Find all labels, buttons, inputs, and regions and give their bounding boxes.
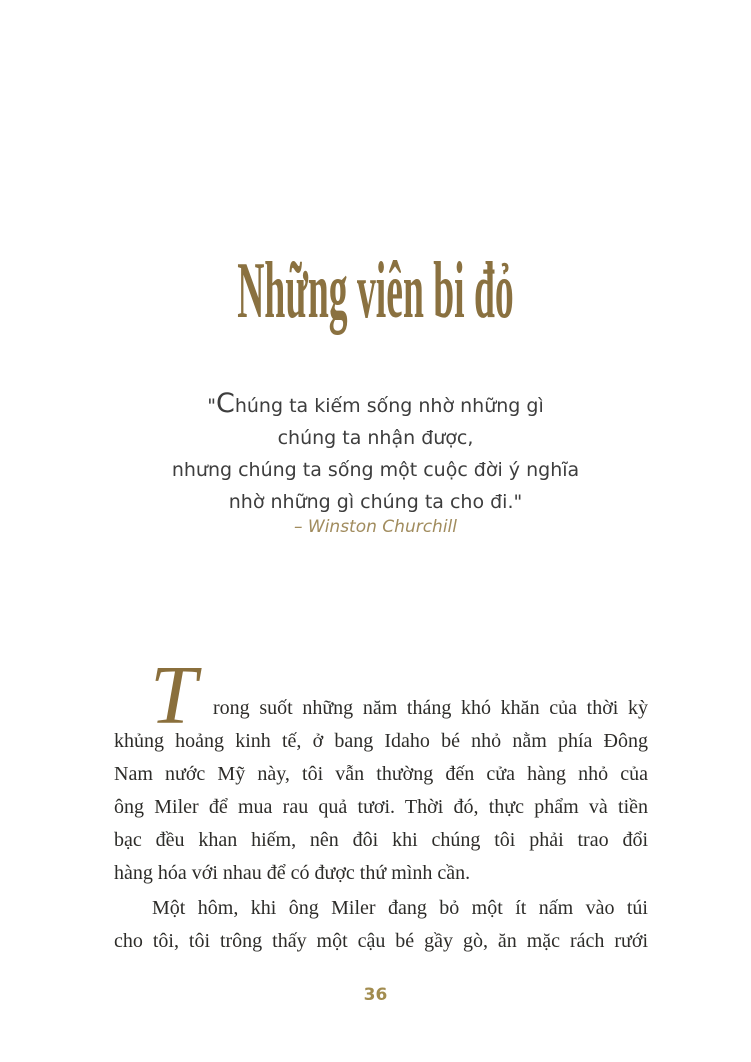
body-line: hàng hóa với nhau để có được thứ mình cần. <box>114 862 471 884</box>
body-line: khủng hoảng kinh tế, ở bang Idaho bé nhỏ nằm phía Đông <box>114 730 648 752</box>
open-quote-mark: " <box>207 395 216 417</box>
paragraph <box>114 649 648 890</box>
epigraph-line <box>0 390 751 422</box>
epigraph-line: nhờ những gì chúng ta cho đi." <box>228 491 523 513</box>
body-line: ông Miler để mua rau quả tươi. Thời đó, thực phẩm và tiền <box>114 796 648 818</box>
epigraph-line: chúng ta nhận được, <box>277 427 474 449</box>
epigraph-lead-letter: C <box>215 388 235 419</box>
body-line: bạc đều khan hiếm, nên đôi khi chúng tôi phải trao đổi <box>114 829 648 851</box>
drop-cap-glyph: T <box>150 649 197 742</box>
epigraph-attribution: – Winston Churchill <box>293 517 457 537</box>
body-line: Nam nước Mỹ này, tôi vẫn thường đến cửa hàng nhỏ của <box>114 763 648 785</box>
epigraph-quote <box>0 390 751 518</box>
page-number: 36 <box>363 985 388 1005</box>
body-line-text: rong suốt những năm tháng khó khăn của thời kỳ <box>213 697 648 719</box>
epigraph-line: nhưng chúng ta sống một cuộc đời ý nghĩa <box>171 459 580 481</box>
epigraph-line-text: húng ta kiếm sống nhờ những gì <box>234 395 544 417</box>
body-text <box>114 649 648 958</box>
body-line: Một hôm, khi ông Miler đang bỏ một ít nấm vào túi <box>152 897 648 919</box>
drop-cap <box>150 649 213 742</box>
chapter-title: Những viên bi đỏ <box>237 247 514 335</box>
paragraph <box>114 892 648 958</box>
body-line: cho tôi, tôi trông thấy một cậu bé gầy gò, ăn mặc rách rưới <box>114 930 648 952</box>
